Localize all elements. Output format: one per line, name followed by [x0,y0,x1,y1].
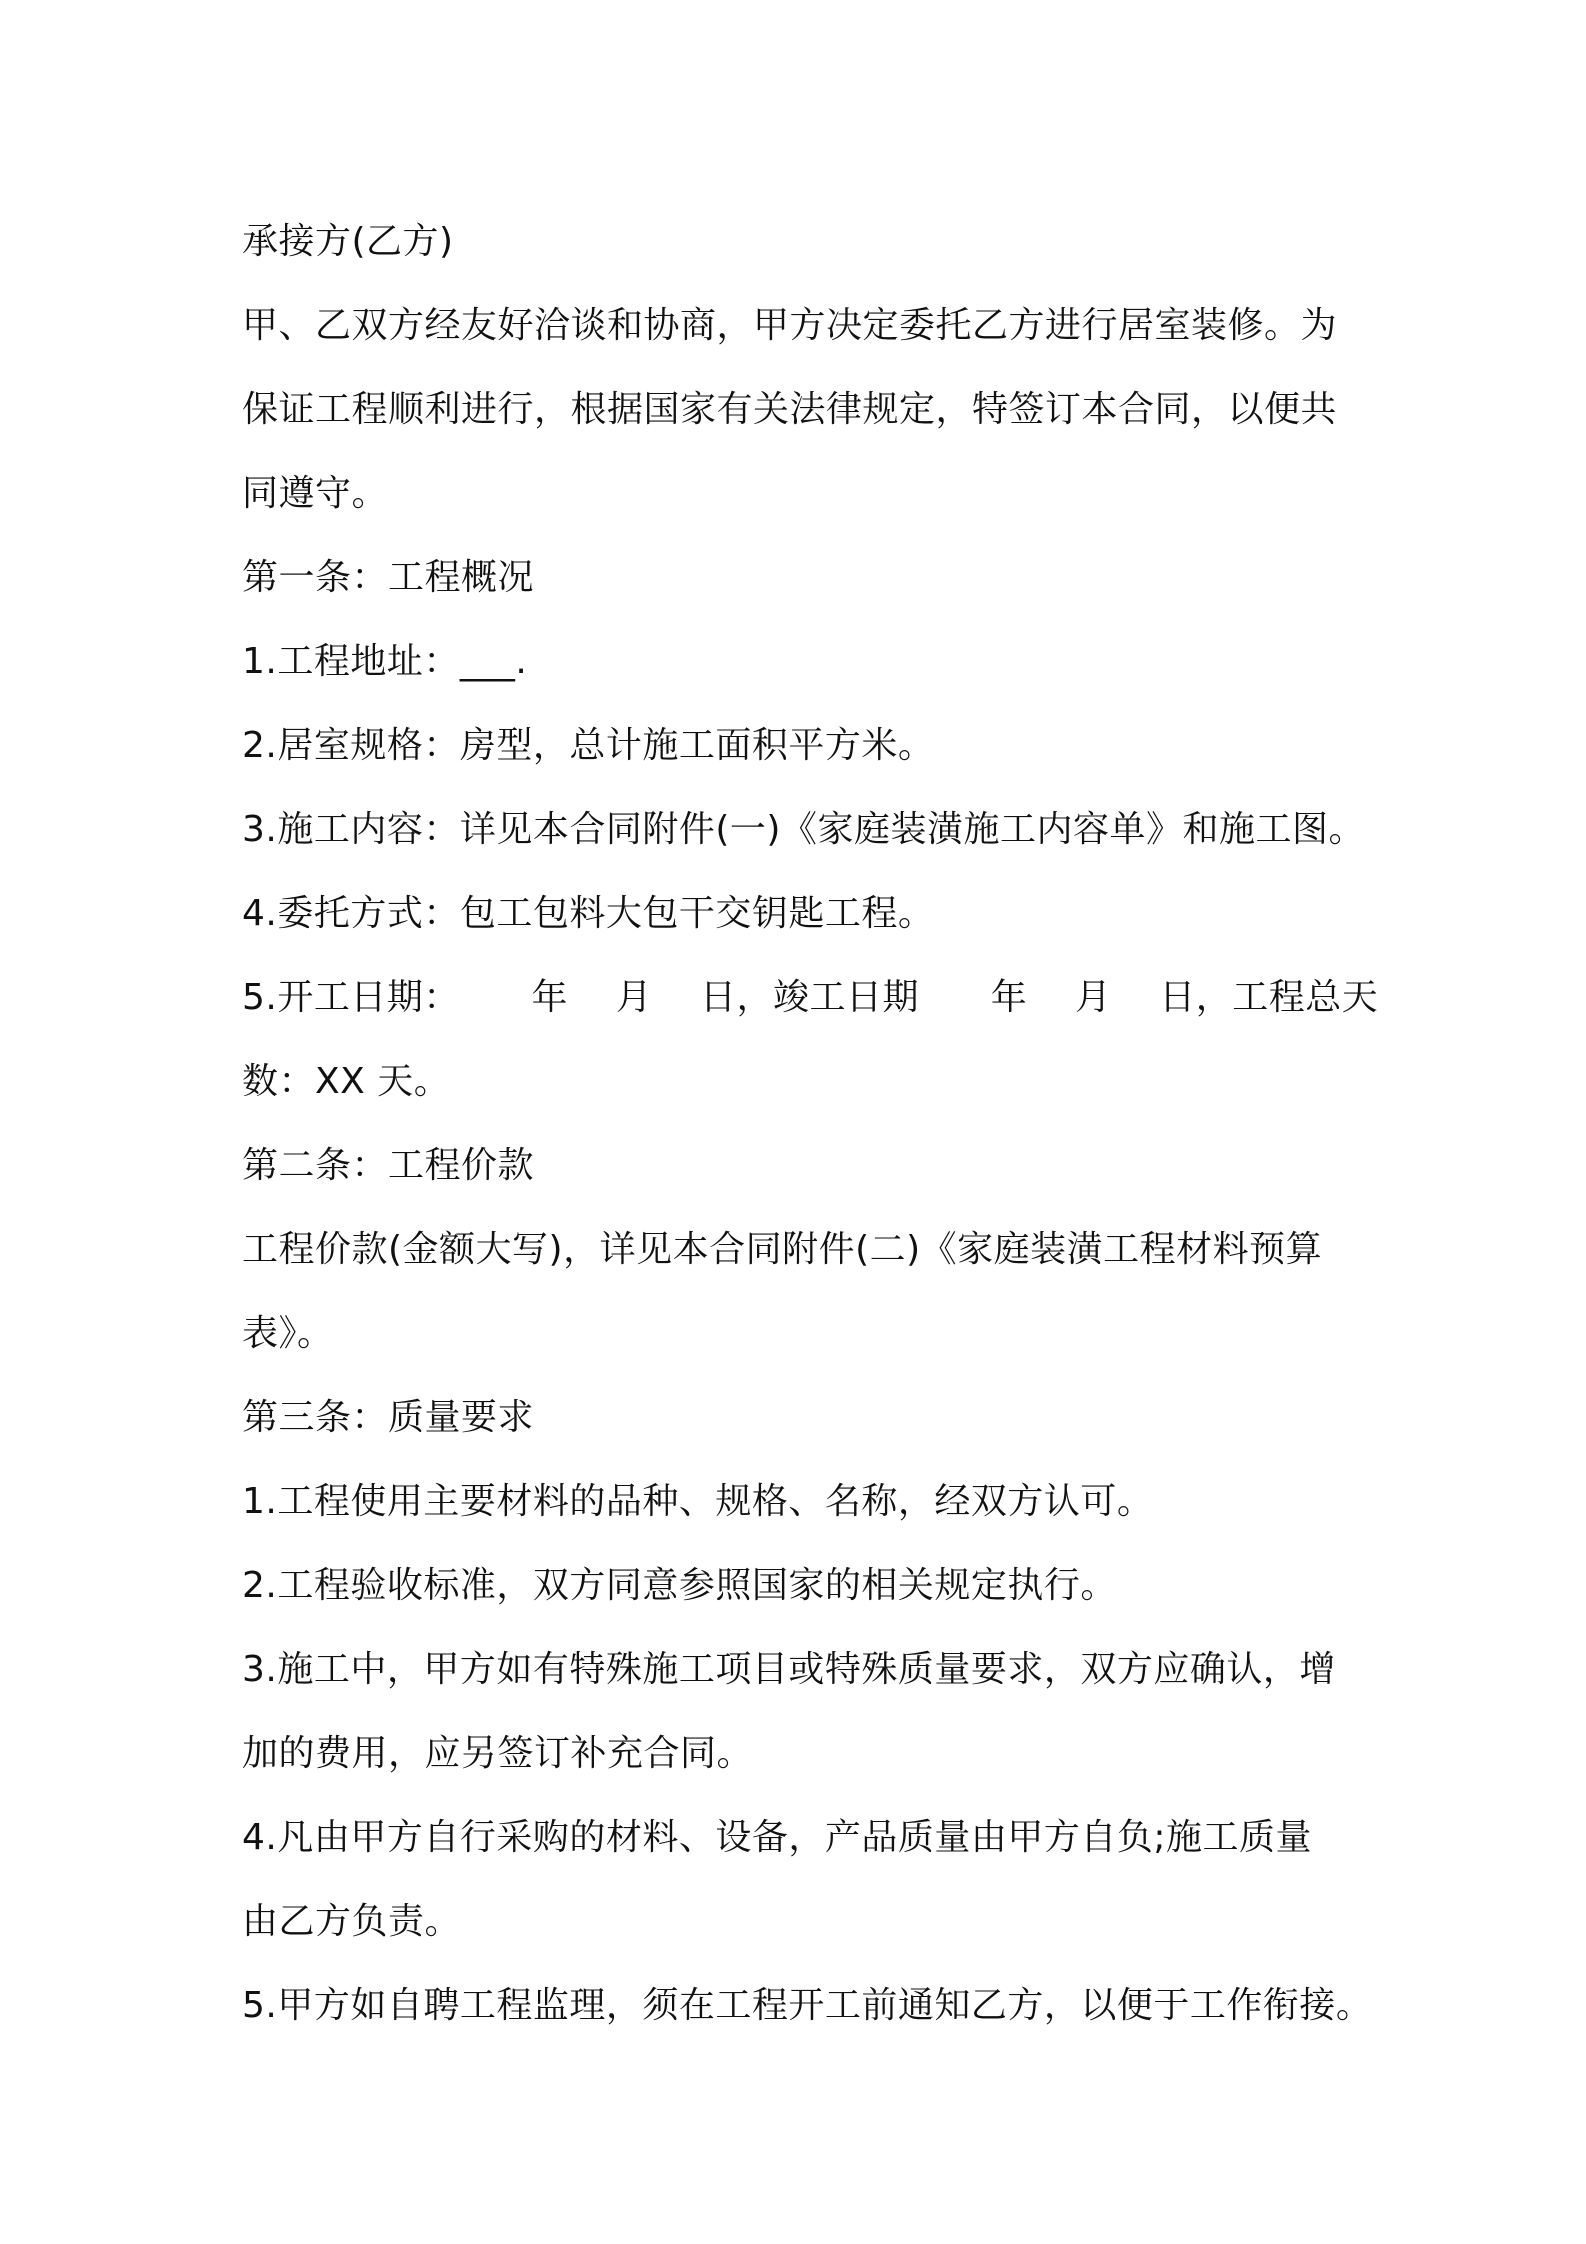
article-2-text-2: 表》。 [242,1313,334,1354]
article-1-item-5: 5.开工日期： 年 月 日，竣工日期 年 月 日，工程总天 [242,977,1379,1018]
article-1-item-2: 2.居室规格：房型，总计施工面积平方米。 [242,725,935,766]
article-1-item-4: 4.委托方式：包工包料大包干交钥匙工程。 [242,893,935,934]
contractor-party-line: 承接方(乙方) [242,221,454,262]
article-1-item-1: 1.工程地址：___. [242,641,528,682]
article-3-heading: 第三条：质量要求 [242,1397,535,1438]
article-3-item-3: 3.施工中，甲方如有特殊施工项目或特殊质量要求，双方应确认，增 [242,1649,1336,1690]
article-2-heading: 第二条：工程价款 [242,1145,535,1186]
article-3-item-3-cont: 加的费用，应另签订补充合同。 [242,1733,754,1774]
article-1-item-5-cont: 数：XX 天。 [242,1061,451,1102]
article-1-heading: 第一条：工程概况 [242,557,535,598]
preamble-line-2: 保证工程顺利进行，根据国家有关法律规定，特签订本合同，以便共 [242,389,1338,430]
article-3-item-5: 5.甲方如自聘工程监理，须在工程开工前通知乙方，以便于工作衔接。 [242,1985,1373,2026]
article-3-item-4: 4.凡由甲方自行采购的材料、设备，产品质量由甲方自负;施工质量 [242,1817,1312,1858]
document-page [242,200,1379,2048]
preamble-line-3: 同遵守。 [242,473,389,514]
article-3-item-2: 2.工程验收标准，双方同意参照国家的相关规定执行。 [242,1565,1117,1606]
article-1-item-3: 3.施工内容：详见本合同附件(一)《家庭装潢施工内容单》和施工图。 [242,809,1365,850]
article-3-item-1: 1.工程使用主要材料的品种、规格、名称，经双方认可。 [242,1481,1154,1522]
preamble-line-1: 甲、乙双方经友好洽谈和协商，甲方决定委托乙方进行居室装修。为 [242,305,1338,346]
article-2-text-1: 工程价款(金额大写)，详见本合同附件(二)《家庭装潢工程材料预算 [242,1229,1323,1270]
article-3-item-4-cont: 由乙方负责。 [242,1901,462,1942]
